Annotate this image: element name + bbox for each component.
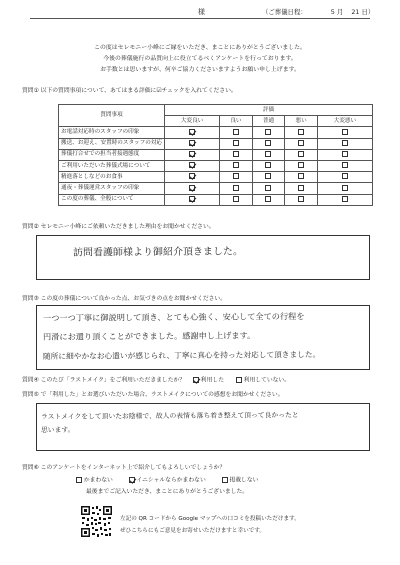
q4-not-used-checkbox[interactable] [236, 377, 242, 383]
q6-option-1-checkbox[interactable] [129, 477, 135, 483]
rating-checkbox[interactable] [298, 173, 304, 179]
rating-checkbox[interactable] [342, 140, 348, 146]
rating-checkbox[interactable] [265, 185, 271, 191]
rating-checkbox[interactable] [298, 185, 304, 191]
eval-cell [220, 194, 253, 205]
eval-cell [317, 194, 372, 205]
header-sama: 様 [198, 8, 205, 16]
rating-checkbox[interactable] [189, 129, 195, 135]
eval-cell [252, 194, 285, 205]
eval-row-item: 葬儀打合せでの担当者接遇態度 [59, 149, 165, 160]
rating-checkbox[interactable] [233, 151, 239, 157]
rating-checkbox[interactable] [233, 162, 239, 168]
eval-row [59, 172, 373, 183]
rating-header-3: 悪い [285, 116, 318, 127]
eval-cell [220, 183, 253, 194]
rating-checkbox[interactable] [298, 162, 304, 168]
q6-options [76, 477, 258, 485]
eval-cell [165, 127, 220, 138]
q6-question [22, 465, 225, 472]
eval-cell [317, 183, 372, 194]
qr-code-icon [80, 505, 113, 538]
eval-row-item: 搬送、お迎え、安置時のスタッフの対応 [59, 138, 165, 149]
eval-cell [165, 149, 220, 160]
eval-cell [220, 160, 253, 171]
evaluation-table [58, 104, 373, 206]
q5-label: 質問⑤ [22, 392, 39, 398]
rating-header-2: 普通 [252, 116, 285, 127]
eval-cell [317, 149, 372, 160]
rating-checkbox[interactable] [298, 196, 304, 202]
ceremony-day-unit: 日） [361, 8, 375, 16]
q3-answer-line-2: 円滑にお還り頂くことができました。感謝申し上げます。 [42, 330, 256, 342]
q2-answer-box[interactable] [36, 235, 370, 280]
rating-checkbox[interactable] [342, 162, 348, 168]
col-eval-header: 評価 [165, 105, 373, 116]
q4-question [22, 377, 290, 385]
rating-checkbox[interactable] [233, 196, 239, 202]
rating-checkbox[interactable] [233, 129, 239, 135]
q4-label: 質問④ [22, 377, 39, 384]
q3-label: 質問③ [22, 296, 39, 302]
rating-header-4: 大変悪い [317, 116, 372, 127]
eval-cell [252, 138, 285, 149]
eval-cell [252, 160, 285, 171]
ceremony-day: 21 [351, 8, 360, 16]
ceremony-month-unit: 月 [336, 8, 344, 16]
eval-row-item: 通夜・葬儀運営スタッフの印象 [59, 183, 165, 194]
eval-cell [165, 183, 220, 194]
eval-row-item: 精進落としなどのお食事 [59, 172, 165, 183]
q6-option-0-label: かまわない [83, 477, 113, 484]
intro-line-3: お手数とは思いますが、何卒ご協力くださいますようお願い申し上げます。 [100, 67, 300, 73]
eval-header-row [59, 105, 373, 116]
eval-cell [285, 183, 318, 194]
qr-code[interactable] [80, 505, 113, 538]
q2-answer: 訪問看護師様より御紹介頂きました。 [72, 246, 244, 259]
q2-label: 質問② [22, 224, 39, 230]
eval-cell [317, 138, 372, 149]
eval-cell [285, 194, 318, 205]
q6-option-2-label: 掲載しない [229, 477, 259, 484]
rating-checkbox[interactable] [298, 151, 304, 157]
q2-question [22, 224, 215, 231]
q6-note: 最後までご記入いただき、まことにありがとうございました。 [86, 489, 249, 495]
ceremony-month: 5 [330, 8, 335, 16]
eval-cell [165, 172, 220, 183]
eval-cell [285, 172, 318, 183]
rating-checkbox[interactable] [189, 162, 195, 168]
rating-header-1: 良い [220, 116, 253, 127]
rating-checkbox[interactable] [189, 151, 195, 157]
eval-cell [220, 138, 253, 149]
rating-checkbox[interactable] [265, 140, 271, 146]
q4-text: このたび「ラストメイク」をご利用いただきましたか？ [40, 377, 186, 384]
eval-cell [220, 149, 253, 160]
ceremony-date [262, 8, 374, 16]
eval-row [59, 138, 373, 149]
rating-checkbox[interactable] [265, 173, 271, 179]
eval-cell [165, 138, 220, 149]
q1-label: 質問① [22, 88, 39, 94]
eval-cell [220, 172, 253, 183]
footer-line-1: 左記の QR コードから Google マップへの口コミを投稿いただけます。 [120, 516, 300, 522]
eval-cell [285, 138, 318, 149]
col-item-header: 質問事項 [59, 105, 165, 127]
intro-line-1: この度はセレモニー小峰にご縁をいただき、まことにありがとうございました。 [94, 45, 306, 51]
rating-header-0: 大変良い [165, 116, 220, 127]
rating-checkbox[interactable] [265, 196, 271, 202]
rating-checkbox[interactable] [233, 185, 239, 191]
q6-text: このアンケートをインターネット上で紹介してもよろしいでしょうか？ [40, 465, 226, 471]
eval-cell [252, 183, 285, 194]
rating-checkbox[interactable] [189, 185, 195, 191]
rating-checkbox[interactable] [298, 140, 304, 146]
q6-label: 質問⑥ [22, 465, 39, 471]
rating-checkbox[interactable] [233, 140, 239, 146]
rating-checkbox[interactable] [342, 173, 348, 179]
eval-cell [252, 149, 285, 160]
q4-used-checkbox[interactable] [193, 377, 199, 383]
rating-checkbox[interactable] [342, 129, 348, 135]
q5-text: で「利用した」とお選びいただいた場合、ラストメイクについての感想をお聞かせください。 [40, 392, 284, 398]
q2-text: セレモニー小峰にご依頼いただきました理由をお聞かせください。 [40, 224, 215, 230]
q1-text: 以下の質問事項について、あてはまる評価に☑チェックを入れてください。 [40, 88, 237, 94]
q3-answer-box[interactable] [36, 305, 370, 370]
q5-answer-box[interactable] [36, 403, 370, 451]
q6-option-1-label: イニシャルならかまわない [136, 477, 206, 484]
q5-answer-line-1: ラストメイクをして頂いたお陰様で、故人の表情も落ち着き整えて頂って良かったと [40, 411, 299, 421]
q1-question [22, 88, 237, 95]
rating-checkbox[interactable] [342, 185, 348, 191]
eval-row [59, 160, 373, 171]
eval-cell [220, 127, 253, 138]
rating-checkbox[interactable] [342, 196, 348, 202]
eval-row-item: この度の葬儀、全般について [59, 194, 165, 205]
q5-question [22, 392, 284, 399]
eval-row-item: お電話対応時のスタッフの印象 [59, 127, 165, 138]
eval-row [59, 194, 373, 205]
rating-checkbox[interactable] [265, 162, 271, 168]
q3-text: この度の葬儀について良かった点、お気づきの点をお聞かせください。 [40, 296, 227, 302]
eval-cell [165, 160, 220, 171]
rating-checkbox[interactable] [265, 151, 271, 157]
eval-cell [285, 127, 318, 138]
eval-cell [252, 172, 285, 183]
eval-cell [285, 149, 318, 160]
eval-cell [317, 172, 372, 183]
rating-checkbox[interactable] [233, 173, 239, 179]
eval-cell [317, 160, 372, 171]
q4-used-label: 利用した [200, 377, 224, 384]
rating-checkbox[interactable] [189, 173, 195, 179]
eval-cell [317, 127, 372, 138]
header-underline [30, 18, 370, 19]
eval-row [59, 183, 373, 194]
rating-checkbox[interactable] [189, 140, 195, 146]
intro-line-2: 今後の葬儀施行の品質向上に役立てるべくアンケートを行っております。 [103, 56, 297, 62]
rating-checkbox[interactable] [265, 129, 271, 135]
rating-checkbox[interactable] [189, 196, 195, 202]
ceremony-date-label: （ご葬儀日程： [262, 8, 307, 16]
q3-answer-line-1: 一つ一つ丁寧に御説明して頂き、とても心強く、安心して全ての行程を [42, 311, 305, 323]
eval-cell [165, 194, 220, 205]
q5-answer-line-2: 思います。 [40, 425, 75, 435]
eval-cell [252, 127, 285, 138]
rating-checkbox[interactable] [298, 129, 304, 135]
q6-option-0-checkbox[interactable] [76, 477, 82, 483]
q3-question [22, 296, 226, 303]
q4-not-used-label: 利用していない。 [243, 377, 291, 384]
eval-row [59, 127, 373, 138]
rating-checkbox[interactable] [342, 151, 348, 157]
q3-answer-line-3: 随所に細やかなお心遣いが感じられ、丁寧に真心を持った対応して頂きました。 [42, 350, 321, 361]
eval-row [59, 149, 373, 160]
eval-row-item: ご利用いただいた葬儀式場について [59, 160, 165, 171]
q6-option-2-checkbox[interactable] [222, 477, 228, 483]
footer-line-2: ぜひこちらにもご意見をお寄せいただけますと幸いです。 [120, 528, 265, 534]
eval-cell [285, 160, 318, 171]
